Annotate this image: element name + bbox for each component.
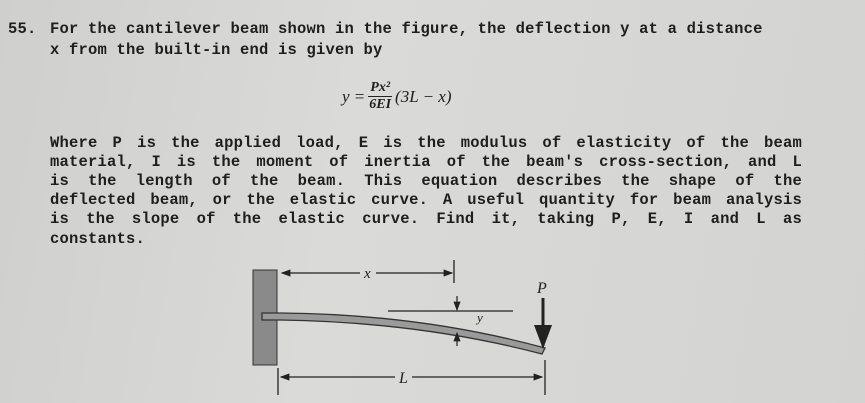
body-line-5: is the slope of the elastic curve. Find it, taking P, E, I and L as	[50, 210, 802, 228]
equation-denominator: 6EI	[369, 97, 392, 112]
body-line-2: material, I is the moment of inertia of the beam's cross-section, and L	[50, 153, 802, 171]
body-line-4: deflected beam, or the elastic curve. A useful quantity for beam analysis	[50, 191, 802, 209]
body-line-6: constants.	[50, 230, 146, 248]
label-y: y	[477, 310, 483, 325]
equation-rhs: (3L − x)	[395, 86, 452, 106]
label-x: x	[364, 266, 371, 282]
body-line-3: is the length of the beam. This equation describes the shape of the	[50, 172, 802, 190]
intro-line-1: For the cantilever beam shown in the figure, the deflection y at a distance	[50, 20, 763, 38]
label-p: P	[537, 280, 547, 297]
label-l: L	[399, 370, 408, 387]
equation-numerator: Px²	[370, 80, 391, 95]
equation-lhs: y =	[342, 86, 366, 106]
intro-line-2: x from the built-in end is given by	[50, 41, 383, 59]
beam	[262, 313, 545, 354]
problem-number: 55.	[8, 20, 37, 38]
body-line-1: Where P is the applied load, E is the modulus of elasticity of the beam	[50, 134, 802, 152]
